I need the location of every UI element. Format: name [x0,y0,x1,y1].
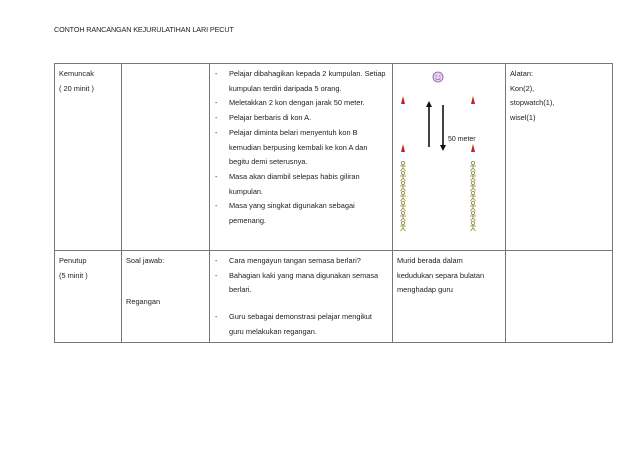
formation-cell [393,251,506,343]
runner-group-b [470,161,476,231]
equipment-heading: Alatan: [510,69,534,78]
steps-list [214,254,388,298]
list-item: - Masa akan diambil selepas habis giliran kumpulan. [214,170,388,199]
diagram-cell [393,64,506,251]
equipment-item: stopwatch(1), [510,98,555,108]
cone-icon [401,144,405,152]
list-item: - Pelajar dibahagikan kepada 2 kumpulan. Setiap kumpulan terdiri daripada 5 orang. [214,67,388,96]
equipment-item: Kon(2), [510,83,535,93]
table-row-kemuncak [55,64,613,251]
equipment-cell [506,64,613,251]
list-item: - Bahagian kaki yang mana digunakan semasa berlari. [214,269,388,298]
list-item: - Cara mengayun tangan semasa berlari? [214,254,388,269]
phase-cell [55,251,122,343]
activity-cell [122,64,210,251]
list-item: - Pelajar berbaris di kon A. [214,111,388,126]
distance-label: 50 meter [448,136,476,143]
up-arrow-icon [426,101,432,147]
formation-text: menghadap guru [397,285,453,295]
steps-list [214,310,388,339]
steps-cell [210,251,393,343]
cone-icon [471,144,475,152]
list-item: - Masa yang singkat digunakan sebagai pemenang. [214,199,388,228]
runner-group-a [400,161,406,231]
list-item: - Meletakkan 2 kon dengan jarak 50 meter. [214,96,388,111]
phase-duration: ( 20 minit ) [59,83,94,93]
activity-label: Regangan [126,296,161,306]
list-item: - Pelajar diminta belari menyentuh kon B kemudian berpusing kembali ke kon A dan begitu demi seterusnya. [214,126,388,170]
down-arrow-icon [440,105,446,151]
cone-icon [401,96,405,104]
cone-icon [471,96,475,104]
phase-label: Kemuncak [59,69,94,78]
phase-cell [55,64,122,251]
equipment-cell [506,251,613,343]
list-item: - Guru sebagai demonstrasi pelajar mengikut guru melakukan regangan. [214,310,388,339]
equipment-item: wisel(1) [510,113,536,123]
teacher-icon [433,72,443,82]
formation-text: kedudukan separa bulatan [397,270,485,280]
phase-label: Penutup [59,256,87,265]
steps-list [214,67,388,229]
activity-label: Soal jawab: [126,256,165,265]
phase-duration: (5 minit ) [59,270,88,280]
training-plan-table [54,63,613,343]
activity-cell [122,251,210,343]
table-row-penutup [55,251,613,343]
steps-cell [210,64,393,251]
relay-diagram [397,67,501,245]
document-title: CONTOH RANCANGAN KEJURULATIHAN LARI PECUT [54,25,234,34]
formation-text: Murid berada dalam [397,256,463,265]
